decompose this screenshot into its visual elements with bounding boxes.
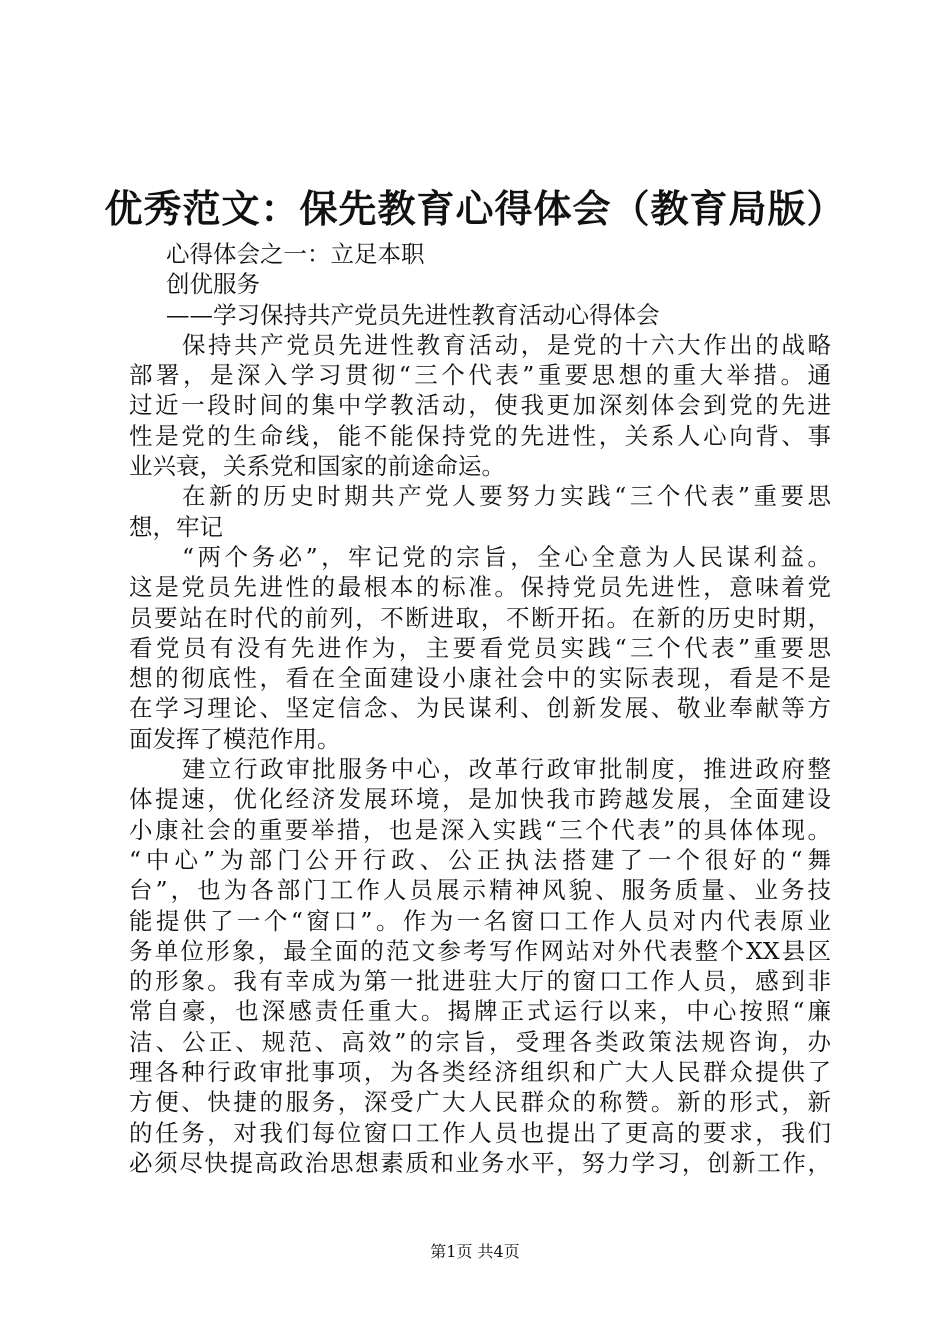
paragraph-line: 小康社会的重要举措，也是深入实践“三个代表”的具体体现。 bbox=[129, 815, 831, 844]
paragraph-line: 业兴衰，关系党和国家的前途命运。 bbox=[129, 452, 505, 481]
paragraph-line: ——学习保持共产党员先进性教育活动心得体会 bbox=[166, 300, 660, 329]
paragraph-line: 理各种行政审批事项，为各类经济组织和广大人民群众提供了 bbox=[129, 1058, 831, 1087]
paragraph-line: 建立行政审批服务中心，改革行政审批制度，推进政府整 bbox=[182, 755, 831, 784]
paragraph-line: 的形象。我有幸成为第一批进驻大厅的窗口工作人员，感到非 bbox=[129, 967, 831, 996]
page-footer bbox=[0, 1242, 950, 1262]
paragraph-line: 想的彻底性，看在全面建设小康社会中的实际表现，看是不是 bbox=[129, 664, 831, 693]
page-number-label: 第1页 共4页 bbox=[430, 1242, 520, 1261]
paragraph-line: 的任务，对我们每位窗口工作人员也提出了更高的要求，我们 bbox=[129, 1118, 831, 1147]
paragraph-line: 部署，是深入学习贯彻“三个代表”重要思想的重大举措。通 bbox=[129, 361, 831, 390]
paragraph-line: 务单位形象，最全面的范文参考写作网站对外代表整个XX县区 bbox=[129, 936, 831, 965]
paragraph-line: 体提速，优化经济发展环境，是加快我市跨越发展，全面建设 bbox=[129, 785, 831, 814]
paragraph-line: 方便、快捷的服务，深受广大人民群众的称赞。新的形式，新 bbox=[129, 1088, 831, 1117]
paragraph-line: “两个务必”，牢记党的宗旨，全心全意为人民谋利益。 bbox=[182, 542, 831, 571]
document-body bbox=[129, 239, 831, 1178]
paragraph-line: 面发挥了模范作用。 bbox=[129, 724, 341, 753]
paragraph-line: 必须尽快提高政治思想素质和业务水平，努力学习，创新工作， bbox=[129, 1148, 831, 1177]
document-title: 优秀范文：保先教育心得体会（教育局版） bbox=[104, 187, 846, 231]
paragraph-line: 保持共产党员先进性教育活动，是党的十六大作出的战略 bbox=[182, 330, 831, 359]
paragraph-line: 这是党员先进性的最根本的标准。保持党员先进性，意味着党 bbox=[129, 573, 831, 602]
paragraph-line: 想，牢记 bbox=[129, 512, 223, 541]
paragraph-line: 心得体会之一：立足本职 bbox=[166, 240, 425, 268]
paragraph-line: 在新的历史时期共产党人要努力实践“三个代表”重要思 bbox=[182, 482, 831, 511]
paragraph-line: 洁、公正、规范、高效”的宗旨，受理各类政策法规咨询，办 bbox=[129, 1027, 831, 1056]
paragraph-line: 员要站在时代的前列，不断进取，不断开拓。在新的历史时期， bbox=[129, 603, 831, 632]
paragraph-line: 常自豪，也深感责任重大。揭牌正式运行以来，中心按照“廉 bbox=[129, 997, 831, 1026]
paragraph-line: 创优服务 bbox=[166, 270, 260, 299]
paragraph-line: 看党员有没有先进作为，主要看党员实践“三个代表”重要思 bbox=[129, 633, 831, 662]
paragraph-line: “中心”为部门公开行政、公正执法搭建了一个很好的“舞 bbox=[129, 845, 831, 874]
paragraph-line: 过近一段时间的集中学教活动，使我更加深刻体会到党的先进 bbox=[129, 391, 831, 420]
paragraph-line: 在学习理论、坚定信念、为民谋利、创新发展、敬业奉献等方 bbox=[129, 694, 831, 723]
paragraph-line: 能提供了一个“窗口”。作为一名窗口工作人员对内代表原业 bbox=[129, 906, 831, 935]
paragraph-line: 性是党的生命线，能不能保持党的先进性，关系人心向背、事 bbox=[129, 421, 831, 450]
paragraph-line: 台”，也为各部门工作人员展示精神风貌、服务质量、业务技 bbox=[129, 876, 831, 905]
